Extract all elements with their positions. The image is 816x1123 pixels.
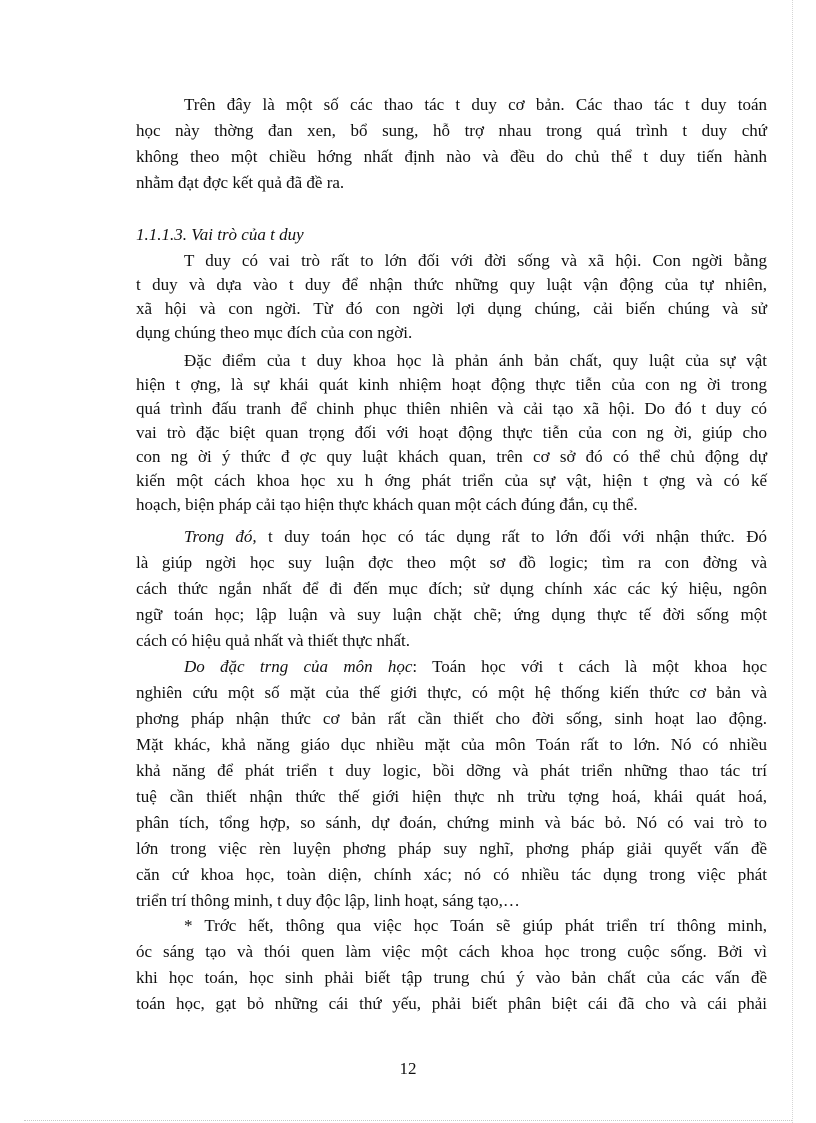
text-line: là giúp ngời học suy luận đợc theo một sơ đồ logic; tìm ra con đờng và [136, 553, 767, 572]
text-line: dụng chúng theo mục đích của con ngời. [136, 323, 413, 342]
text-line [136, 525, 767, 549]
text-line: Đặc điểm của t duy khoa học là phản ánh bản chất, quy luật của sự vật [184, 351, 767, 370]
text-line: học này thờng đan xen, bổ sung, hỗ trợ nhau trong quá trình t duy chứ [136, 121, 767, 140]
text-line: nghiên cứu một số mặt của thế giới thực, có một hệ thống kiến thức cơ bản và [136, 683, 767, 702]
text-line: * Trớc hết, thông qua việc học Toán sẽ giúp phát triển trí thông minh, [184, 916, 767, 935]
text-line: t duy và dựa vào t duy để nhận thức những quy luật vận động của tự nhiên, [136, 275, 767, 294]
text-line: kiến một cách khoa học xu h ớng phát triển của sự vật, hiện t ợng và có kế [136, 471, 767, 490]
page-number: 12 [399, 1059, 417, 1078]
text-line: cách thức ngắn nhất để đi đến mục đích; sử dụng chính xác các ký hiệu, ngôn [136, 579, 767, 598]
text-line: con ng ời ý thức đ ợc quy luật khách quan, trên cơ sở đó có thể chủ động dự [136, 447, 767, 466]
text-line: khi học toán, học sinh phải biết tập trung chú ý vào bản chất của các vấn đề [136, 968, 767, 987]
line-rest: t duy toán học có tác dụng rất to lớn đối với nhận thức. Đó [256, 527, 767, 546]
text-line: T duy có vai trò rất to lớn đối với đời sống và xã hội. Con ngời bằng [184, 251, 767, 270]
text-line: khả năng để phát triển t duy logic, bồi dỡng và phát triển những thao tác trí [136, 761, 767, 780]
text-line: phân tích, tổng hợp, so sánh, dự đoán, chứng minh và bác bỏ. Nó có vai trò to [136, 813, 767, 832]
text-line: triển trí thông minh, t duy độc lập, linh hoạt, sáng tạo,… [136, 891, 520, 910]
line-rest: : Toán học với t cách là một khoa học [412, 657, 767, 676]
text-line: ngữ toán học; lập luận và suy luận chặt chẽ; ứng dụng thực tế đời sống một [136, 605, 767, 624]
text-line: hiện t ợng, là sự khái quát kinh nhiệm hoạt động thực tiễn của con ng ời trong [136, 375, 767, 394]
italic-lead: Trong đó, [184, 527, 257, 546]
section-heading: 1.1.1.3. Vai trò của t duy [136, 225, 304, 244]
text-line: Mặt khác, khả năng giáo dục nhiều mặt của môn Toán rất to lớn. Nó có nhiều [136, 735, 767, 754]
text-line: căn cứ khoa học, toàn diện, chính xác; nó có nhiều tác dụng trong việc phát [136, 865, 767, 884]
text-line: vai trò đặc biệt quan trọng đối với hoạt động thực tiễn của con ng ời, giúp cho [136, 423, 767, 442]
text-line [136, 655, 767, 679]
text-line: lớn trong việc rèn luyện phơng pháp suy nghĩ, phơng pháp giải quyết vấn đề [136, 839, 767, 858]
text-line: hoạch, biện pháp cải tạo hiện thực khách quan một cách đúng đắn, cụ thể. [136, 495, 638, 514]
text-line: Trên đây là một số các thao tác t duy cơ bản. Các thao tác t duy toán [184, 95, 767, 114]
text-line: xã hội và con ngời. Từ đó con ngời lợi dụng chúng, cải biến chúng và sử [136, 299, 767, 318]
text-line: tuệ cần thiết nhận thức thế giới hiện thực nh trừu tợng hoá, khái quát hoá, [136, 787, 767, 806]
page-right-divider [792, 0, 793, 1123]
text-line: không theo một chiều hớng nhất định nào và đều do chủ thể t duy tiến hành [136, 147, 767, 166]
text-line: phơng pháp nhận thức cơ bản rất cần thiết cho đời sống, sinh hoạt lao động. [136, 709, 767, 728]
page-bottom-divider [24, 1120, 792, 1121]
text-line: quá trình đấu tranh để chinh phục thiên nhiên và cải tạo xã hội. Do đó t duy có [136, 399, 767, 418]
text-line: cách có hiệu quả nhất và thiết thực nhất. [136, 631, 411, 650]
text-line: óc sáng tạo và thói quen làm việc một cách khoa học trong cuộc sống. Bởi vì [136, 942, 767, 961]
italic-lead: Do đặc trng của môn học [184, 657, 413, 676]
text-line: nhằm đạt đợc kết quả đã đề ra. [136, 173, 345, 192]
text-line: toán học, gạt bỏ những cái thứ yếu, phải biết phân biệt cái đã cho và cái phải [136, 994, 767, 1013]
